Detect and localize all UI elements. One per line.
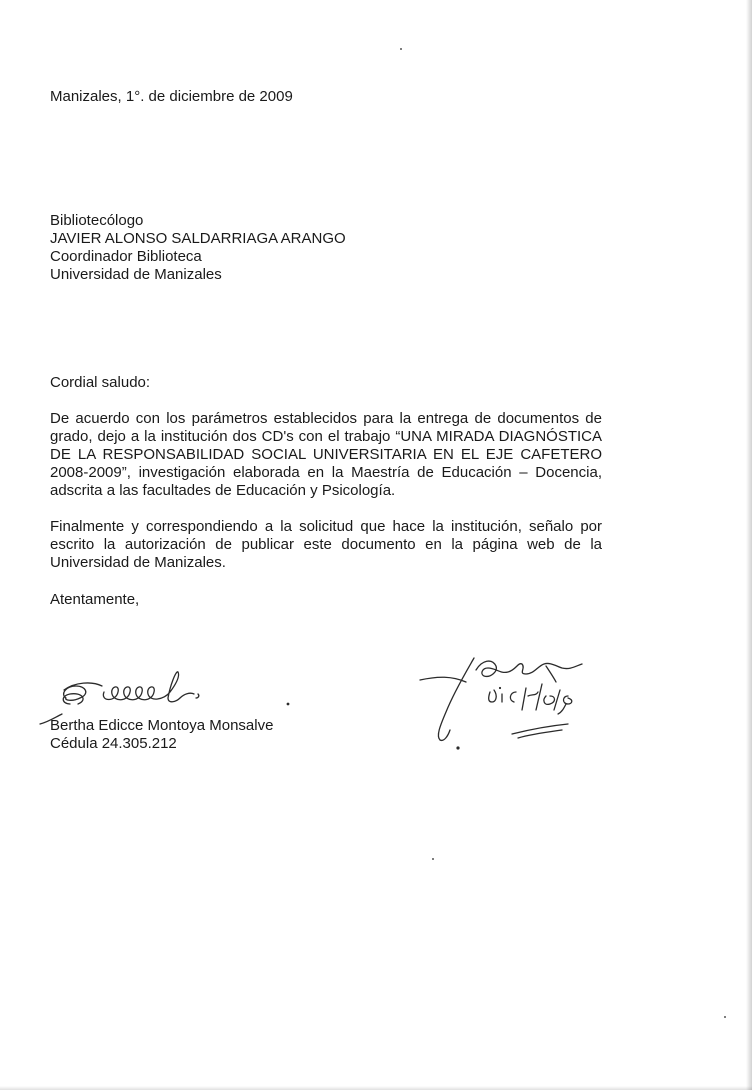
receipt-annotation (418, 652, 608, 752)
recipient-institution: Universidad de Manizales (50, 266, 222, 283)
closing: Atentamente, (50, 591, 140, 608)
scan-bottom-shadow (0, 1086, 752, 1090)
scan-speck (432, 858, 434, 860)
signatory-name: Bertha Edicce Montoya Monsalve (50, 717, 274, 734)
recipient-position: Coordinador Biblioteca (50, 248, 202, 265)
scan-speck (400, 48, 402, 50)
place-date: Manizales, 1°. de diciembre de 2009 (50, 88, 293, 105)
scan-edge-shadow (746, 0, 752, 1090)
greeting: Cordial saludo: (50, 374, 151, 391)
recipient-role: Bibliotecólogo (50, 212, 144, 229)
body-paragraph-1: De acuerdo con los parámetros establecidos para la entrega de documentos de grado, dejo a la institución dos CD's con el trabajo “UNA MIRADA DIAGNÓSTICA DE LA RESPONSABILIDAD SOCIAL UNIVERSITARIA EN EL EJE CAFETERO 2008-2009”, investigación elaborada en la Maestría de Educación – Docencia, adscrita a las facultades de Educación y Psicología. (50, 410, 602, 499)
body-paragraph-2: Finalmente y correspondiendo a la solicitud que hace la institución, señalo por escrito la autorización de publicar este documento en la página web de la Universidad de Manizales. (50, 518, 602, 571)
recipient-name: JAVIER ALONSO SALDARRIAGA ARANGO (50, 230, 346, 247)
scan-speck (724, 1016, 726, 1018)
signatory-id: Cédula 24.305.212 (50, 735, 177, 752)
